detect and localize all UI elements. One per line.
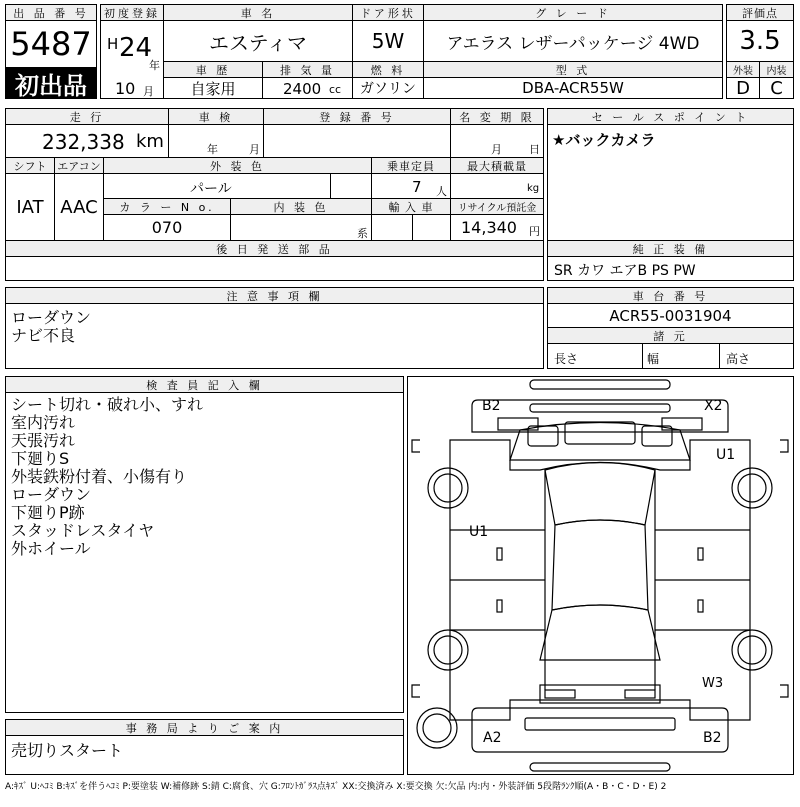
dim-width (642, 343, 720, 369)
fuel-text: ガソリン (360, 81, 416, 97)
recycle-value (450, 214, 544, 241)
car-name-label: 車 名 (163, 4, 353, 21)
reg-year-unit: 年 (149, 59, 160, 72)
mileage-label: 走 行 (5, 108, 169, 125)
ext-color-label: 外 装 色 (103, 157, 372, 174)
chassis-label: 車 台 番 号 (547, 287, 794, 304)
aircon-text: AAC (60, 196, 98, 218)
mark-right-rear: W3 (702, 676, 724, 691)
deadline-month-unit: 月 (491, 143, 502, 156)
ext-color-value (103, 173, 331, 199)
inspector-box (5, 392, 404, 713)
displacement-text: 2400 (283, 80, 322, 98)
history-text: 自家用 (190, 79, 236, 98)
lot-no-label: 出 品 番 号 (5, 4, 97, 21)
genuine-equip-label: 純 正 装 備 (547, 240, 794, 257)
max-load-value (450, 173, 544, 199)
km-unit: km (136, 131, 164, 152)
car-name-value (163, 20, 353, 62)
shift-label: シフト (5, 157, 55, 174)
color-no-value (103, 214, 231, 241)
int-color-unit: 系 (357, 227, 368, 240)
ext-color-sub (330, 173, 372, 199)
era-text: H (107, 35, 119, 53)
cc-unit: cc (329, 83, 342, 96)
history-value (163, 77, 263, 99)
grade-value (423, 20, 723, 62)
inspection-value (168, 124, 264, 158)
lot-no-text: 5487 (10, 25, 92, 63)
office-box (5, 735, 404, 775)
dim-length-text: 長さ (554, 352, 579, 366)
insp-year-unit: 年 (207, 143, 218, 156)
sales-point-box (547, 124, 794, 242)
mark-left-front-door: U1 (469, 524, 489, 540)
exterior-grade-text: D (736, 77, 750, 99)
office-label: 事 務 局 よ り ご 案 内 (5, 719, 404, 736)
aircon-label: エアコン (54, 157, 104, 174)
chassis-value (547, 303, 794, 328)
fuel-label: 燃 料 (352, 61, 424, 78)
grade-label: グ レ ー ド (423, 4, 723, 21)
model-code-label: 型 式 (423, 61, 723, 78)
import-label: 輸 入 車 (371, 198, 451, 215)
genuine-equip-value (547, 256, 794, 281)
int-color-label: 内 装 色 (230, 198, 372, 215)
dim-width-text: 幅 (647, 352, 660, 366)
exterior-grade-value (726, 77, 760, 99)
title-deadline-label: 名 変 期 限 (450, 108, 544, 125)
score-value (726, 20, 794, 62)
exterior-grade-label: 外装 (726, 61, 760, 78)
score-text: 3.5 (739, 26, 781, 56)
import-value (371, 214, 413, 241)
interior-grade-value (759, 77, 794, 99)
score-label: 評価点 (726, 4, 794, 21)
later-parts-label: 後 日 発 送 部 品 (5, 240, 544, 257)
reg-no-label: 登 録 番 号 (263, 108, 451, 125)
mark-front-left: B2 (482, 398, 501, 414)
office-text: 売切りスタート (11, 741, 124, 760)
capacity-text: 7 (412, 178, 422, 196)
recycle-text: 14,340 (461, 218, 517, 237)
model-code-text: DBA-ACR55W (522, 79, 624, 97)
inspector-text: シート切れ・破れ小、すれ 室内汚れ 天張汚れ 下廻りS 外装鉄粉付着、小傷有り ローダウン 下廻りP跡 スタッドレスタイヤ 外ホイール (11, 395, 204, 558)
history-label: 車 歴 (163, 61, 263, 78)
notes-box (5, 303, 544, 369)
displacement-label: 排 気 量 (262, 61, 353, 78)
reg-month-unit: 月 (143, 85, 154, 98)
grade-text: アエラス レザーパッケージ 4WD (446, 33, 700, 54)
max-load-label: 最大積載量 (450, 157, 544, 174)
load-unit: kg (527, 183, 540, 194)
color-no-label: カ ラ ー N o. (103, 198, 231, 215)
car-diagram-frame (407, 376, 794, 775)
first-reg-box (100, 20, 164, 99)
deadline-day-unit: 日 (529, 143, 540, 156)
later-parts-value (5, 256, 544, 281)
reg-month: 10 (115, 79, 136, 98)
model-code-value (423, 77, 723, 99)
reg-no-value (263, 124, 451, 158)
shift-text: IAT (16, 196, 44, 218)
notes-label: 注 意 事 項 欄 (5, 287, 544, 304)
shift-value (5, 173, 55, 241)
mark-rear-right: B2 (703, 730, 722, 746)
recycle-unit: 円 (529, 225, 540, 238)
car-name-text: エスティマ (209, 30, 307, 55)
mileage-text: 232,338 (42, 130, 125, 154)
door-value (352, 20, 424, 62)
genuine-equip-text: SR カワ エアB PS PW (554, 263, 696, 279)
dims-label: 諸 元 (547, 327, 794, 344)
legend-text: A:ｷｽﾞ U:ﾍｺﾐ B:ｷｽﾞを伴うﾍｺﾐ P:要塗装 W:補修跡 S:錆 C:腐食、穴 G:ﾌﾛﾝﾄｶﾞﾗｽ点ｷｽﾞ XX:交換済み X:要交換 欠:欠品 内:内・外装評価 5段階ﾗﾝｸ順(A・B・C・D・E) 2 (5, 782, 667, 792)
first-listing-text: 初出品 (15, 71, 87, 100)
title-deadline-value (450, 124, 544, 158)
insp-month-unit: 月 (249, 143, 260, 156)
sales-point-text: ★バックカメラ (552, 131, 656, 149)
recycle-label: リサイクル預託金 (450, 198, 544, 215)
capacity-label: 乗車定員 (371, 157, 451, 174)
inspector-label: 検 査 員 記 入 欄 (5, 376, 404, 393)
int-color-value (230, 214, 372, 241)
interior-grade-text: C (770, 77, 783, 99)
import-sub (412, 214, 451, 241)
mark-right-front-fender: U1 (716, 447, 736, 463)
notes-text: ローダウン ナビ不良 (11, 308, 92, 345)
reg-year: 24 (119, 33, 153, 63)
interior-grade-label: 内装 (759, 61, 794, 78)
mileage-value (5, 124, 169, 158)
capacity-unit: 人 (436, 185, 447, 198)
aircon-value (54, 173, 104, 241)
chassis-text: ACR55-0031904 (609, 306, 732, 325)
ext-color-text: パール (190, 181, 232, 197)
first-listing-badge (5, 67, 97, 99)
displacement-value (262, 77, 353, 99)
color-no-text: 070 (151, 218, 183, 237)
fuel-value (352, 77, 424, 99)
dim-height-text: 高さ (726, 352, 751, 366)
lot-no-value (5, 20, 97, 68)
capacity-value (371, 173, 451, 199)
mark-rear-left: A2 (483, 730, 502, 746)
inspection-label: 車 検 (168, 108, 264, 125)
door-label: ドア形状 (352, 4, 424, 21)
door-text: 5W (371, 29, 405, 53)
mark-front-right: X2 (704, 398, 723, 414)
sales-point-label: セ ー ル ス ポ イ ン ト (547, 108, 794, 125)
first-reg-label: 初度登録 (100, 4, 164, 21)
dim-length (547, 343, 643, 369)
dim-height (719, 343, 794, 369)
